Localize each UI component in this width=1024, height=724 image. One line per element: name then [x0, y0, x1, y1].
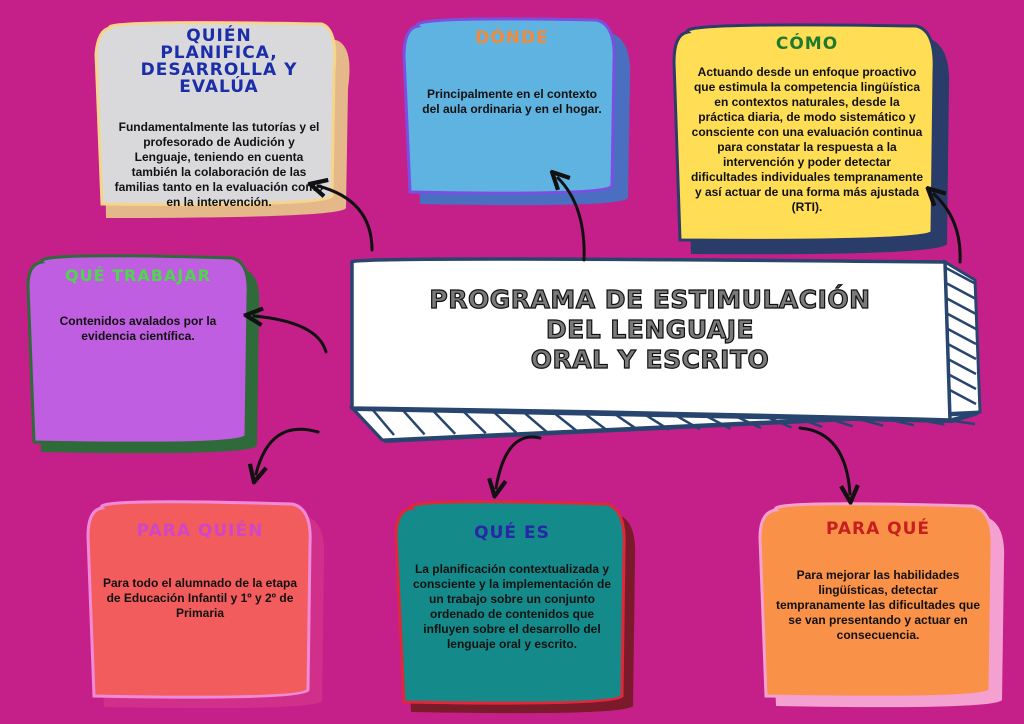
para-que-box: [756, 502, 1000, 704]
que-es-box: [393, 500, 631, 710]
arrow-to-trabajar: [254, 316, 326, 352]
donde-text: Principalmente en el contexto del aula ordinaria y en el hogar.: [422, 87, 602, 116]
center-title-line-1: PROGRAMA DE ESTIMULACIÓN: [429, 285, 871, 314]
donde-title: DÓNDE: [475, 28, 549, 48]
arrow-to-para-quien: [256, 429, 318, 474]
trabajar-box: [24, 255, 252, 445]
donde-box: [403, 18, 621, 208]
que-es-text: La planificación contextualizada y consciente y la implementación de un trabajo sobre un conjunto ordenado de contenidos que influyen sobre el desarrollo del lenguaje oral y escrito.: [412, 562, 612, 651]
center-title-line-3: ORAL Y ESCRITO: [530, 345, 770, 374]
para-que-text: Para mejorar las habilidades lingüísticas, detectar tempranamente las dificultades que se van presentando y actuar en consecuencia.: [775, 568, 981, 642]
center-title: [380, 285, 920, 375]
como-box: [672, 22, 942, 254]
para-que-title: PARA QUÉ: [825, 519, 931, 539]
para-quien-text: Para todo el alumnado de la etapa de Educación Infantil y 1º y 2º de Primaria: [102, 576, 298, 620]
para-quien-box: [82, 503, 318, 703]
trabajar-title: QUÉ TRABAJAR: [65, 266, 211, 285]
center-title-line-2: DEL LENGUAJE: [545, 315, 755, 344]
arrow-to-para-que: [800, 428, 850, 494]
quien-title: QUIÉN PLANIFICA, DESARROLLA Y EVALÚA: [140, 26, 298, 97]
para-quien-title: PARA QUIÉN: [136, 521, 264, 541]
quien-box: [96, 14, 342, 222]
trabajar-text: Contenidos avalados por la evidencia científica.: [59, 314, 217, 343]
arrow-to-que-es: [496, 437, 540, 488]
que-es-title: QUÉ ES: [474, 523, 550, 543]
como-title: CÓMO: [775, 34, 839, 54]
quien-text: Fundamentalmente las tutorías y el profesorado de Audición y Lenguaje, teniendo en cuenta también la colaboración de las familias tanto en la evaluación como en la intervención.: [114, 120, 324, 209]
como-text: Actuando desde un enfoque proactivo que estimula la competencia lingüística en contextos naturales, desde la práctica diaria, de modo sistemático y consciente con una evaluación continua para constatar la respuesta a la intervención y poder detectar dificultades individuales tempranamente y así actuar de una forma más ajustada (RTI).: [690, 65, 924, 214]
